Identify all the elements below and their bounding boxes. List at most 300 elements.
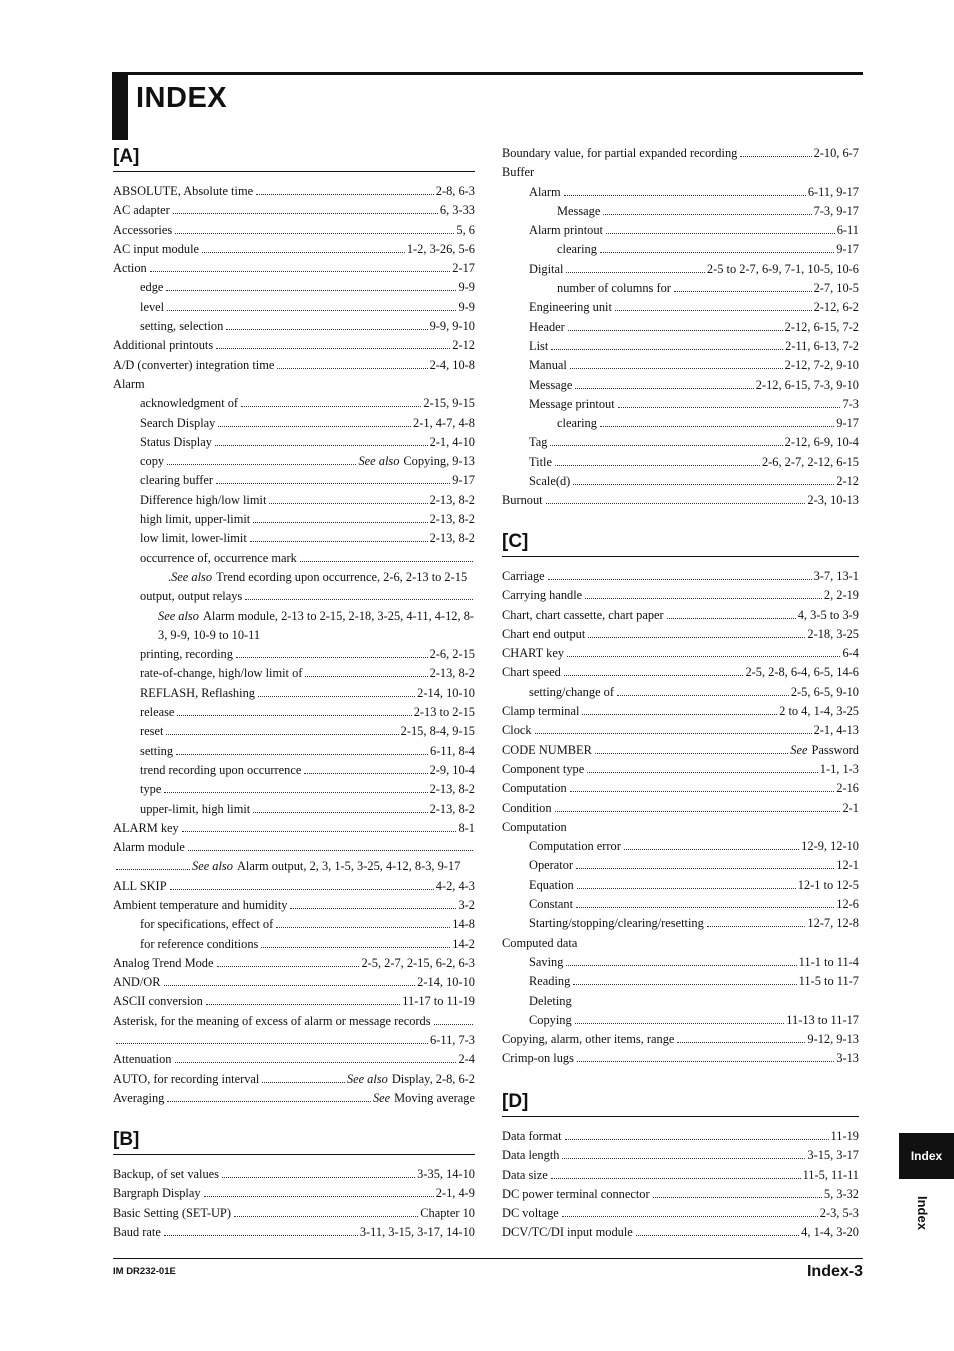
- entry-term: clearing buffer: [140, 473, 214, 488]
- index-entry: [502, 491, 859, 510]
- entry-term: Equation: [529, 877, 574, 892]
- entry-term: setting, selection: [140, 319, 224, 334]
- entry-term: Component type: [502, 761, 585, 776]
- dot-leader: [546, 503, 806, 504]
- dot-leader: [234, 1216, 418, 1217]
- entry-pages: Trend ecording upon occurrence, 2-6, 2-13 to 2-15: [216, 569, 468, 584]
- entry-term: Asterisk, for the meaning of excess of alarm or message records: [113, 1013, 431, 1028]
- index-entry: [502, 934, 859, 953]
- entry-pages: 8-1: [458, 820, 475, 835]
- entry-pages: 2-13, 8-2: [429, 666, 475, 681]
- dot-leader: [576, 907, 834, 908]
- index-entry: [113, 510, 475, 529]
- entry-term: Reading: [529, 974, 571, 989]
- dot-leader: [256, 194, 434, 195]
- dot-leader: [261, 947, 450, 948]
- index-tab-vertical: [908, 1196, 938, 1246]
- dot-leader: [562, 1216, 818, 1217]
- entry-pages: 9-9: [458, 280, 475, 295]
- index-entry: [113, 182, 475, 201]
- dot-leader: [548, 579, 812, 580]
- entry-pages: 2-6, 2-15: [429, 647, 475, 662]
- index-entry: [502, 414, 859, 433]
- entry-term: 3, 9-9, 10-9 to 10-11: [158, 627, 261, 642]
- entry-pages: 1-1, 1-3: [819, 761, 859, 776]
- dot-leader: [587, 772, 818, 773]
- dot-leader: [667, 618, 796, 619]
- dot-leader: [116, 1043, 428, 1044]
- dot-leader: [204, 1196, 434, 1197]
- see-also-label: See: [372, 1090, 391, 1105]
- index-entry: [113, 375, 475, 394]
- entry-term: copy: [140, 454, 165, 469]
- entry-term: ALARM key: [113, 820, 179, 835]
- entry-pages: 9-17: [452, 473, 475, 488]
- index-entry: [113, 1089, 475, 1108]
- index-list-b: [113, 1165, 475, 1242]
- index-entry: [113, 317, 475, 336]
- dot-leader: [585, 598, 822, 599]
- entry-term: Ambient temperature and humidity: [113, 897, 288, 912]
- index-entry: [502, 779, 859, 798]
- entry-term: Alarm: [113, 376, 145, 391]
- dot-leader: [577, 1061, 834, 1062]
- entry-pages: 5, 3-32: [823, 1186, 859, 1201]
- entry-term: Data format: [502, 1129, 562, 1143]
- page-title: INDEX: [136, 82, 228, 114]
- footer-rule: [113, 1258, 863, 1259]
- entry-term: Message: [557, 203, 601, 218]
- index-entry: [502, 318, 859, 337]
- entry-pages: 4-2, 4-3: [435, 878, 475, 893]
- index-entry: [113, 684, 475, 703]
- index-entry: [502, 1166, 859, 1185]
- entry-term: Clock: [502, 723, 532, 738]
- entry-pages: 2-13, 8-2: [429, 492, 475, 507]
- entry-pages: 7-3: [842, 396, 859, 411]
- index-entry: [113, 394, 475, 413]
- dot-leader: [551, 1178, 801, 1179]
- entry-pages: 12-7, 12-8: [807, 916, 859, 931]
- index-entry: [502, 240, 859, 259]
- index-entry: [502, 1146, 859, 1165]
- dot-leader: [218, 426, 411, 427]
- entry-term: Buffer: [502, 165, 535, 180]
- title-rule: [112, 72, 863, 75]
- index-list-d: [502, 1127, 859, 1243]
- dot-leader: [167, 310, 456, 311]
- entry-term: ABSOLUTE, Absolute time: [113, 184, 254, 198]
- entry-term: Accessories: [113, 222, 173, 237]
- dot-leader: [568, 330, 783, 331]
- index-entry: [113, 278, 475, 297]
- entry-term: Data length: [502, 1148, 560, 1163]
- index-entry: [502, 260, 859, 279]
- entry-term: Title: [529, 454, 552, 469]
- dot-leader: [606, 233, 835, 234]
- dot-leader: [236, 657, 428, 658]
- section-rule: [113, 171, 475, 172]
- dot-leader: [577, 888, 796, 889]
- entry-term: Deleting: [529, 993, 572, 1008]
- dot-leader: [636, 1235, 799, 1236]
- index-entry: [502, 992, 859, 1011]
- index-entry: [502, 1185, 859, 1204]
- index-entry: [502, 818, 859, 837]
- entry-term: Basic Setting (SET-UP): [113, 1205, 231, 1220]
- entry-pages: 12-9, 12-10: [801, 839, 859, 854]
- index-list-b-continued: [502, 144, 859, 511]
- entry-term: DC voltage: [502, 1206, 559, 1221]
- dot-leader: [222, 1177, 415, 1178]
- index-entry: [502, 895, 859, 914]
- dot-leader: [277, 368, 427, 369]
- dot-leader: [567, 656, 840, 657]
- index-entry: [113, 1050, 475, 1069]
- entry-pages: 6-4: [842, 646, 859, 661]
- dot-leader: [573, 984, 796, 985]
- entry-term: Bargraph Display: [113, 1186, 201, 1201]
- entry-pages: 2-12, 6-2: [813, 300, 859, 315]
- entry-term: Search Display: [140, 415, 216, 430]
- entry-pages: 3-13: [836, 1051, 859, 1066]
- index-entry: [113, 992, 475, 1011]
- entry-term: Computation: [502, 781, 567, 796]
- index-entry: [502, 144, 859, 163]
- entry-term: Copying, alarm, other items, range: [502, 1032, 675, 1047]
- dot-leader: [216, 348, 450, 349]
- entry-pages: 2-9, 10-4: [429, 762, 475, 777]
- index-entry: [502, 1204, 859, 1223]
- index-entry: [502, 472, 859, 491]
- entry-pages: 2-4: [458, 1052, 475, 1067]
- index-entry: [502, 683, 859, 702]
- dot-leader: [600, 252, 834, 253]
- entry-term: DCV/TC/DI input module: [502, 1225, 633, 1240]
- dot-leader: [166, 290, 456, 291]
- entry-term: Carrying handle: [502, 588, 583, 603]
- entry-term: Tag: [529, 435, 548, 450]
- section-d-heading: [D]: [502, 1091, 529, 1112]
- entry-term: Status Display: [140, 434, 212, 449]
- dot-leader: [245, 599, 473, 600]
- index-entry: [502, 837, 859, 856]
- entry-term: clearing: [557, 242, 597, 257]
- entry-term: for reference conditions: [140, 936, 259, 951]
- dot-leader: [253, 522, 427, 523]
- index-entry: [113, 240, 475, 259]
- document-id: IM DR232-01E: [113, 1266, 176, 1277]
- index-entry: [502, 914, 859, 933]
- index-entry: [502, 663, 859, 682]
- dot-leader: [304, 773, 427, 774]
- index-tab-vertical-label: Index: [915, 1196, 930, 1230]
- entry-term: Saving: [529, 954, 564, 969]
- dot-leader: [170, 889, 434, 890]
- section-c: [502, 528, 859, 1069]
- entry-pages: 2-12, 6-15, 7-2: [784, 319, 859, 334]
- entry-term: high limit, upper-limit: [140, 512, 251, 527]
- entry-term: clearing: [557, 416, 597, 431]
- index-entry: [502, 298, 859, 317]
- entry-pages: 3-2: [458, 897, 475, 912]
- dot-leader: [176, 754, 428, 755]
- entry-pages: 2-4, 10-8: [429, 357, 475, 372]
- entry-pages: 11-19: [830, 1129, 859, 1143]
- page-number: Index-3: [806, 1263, 863, 1280]
- see-also-label: See also: [171, 569, 213, 584]
- dot-leader: [258, 696, 415, 697]
- entry-term: ALL SKIP: [113, 878, 167, 893]
- entry-pages: 3-15, 3-17: [807, 1148, 859, 1163]
- index-entry: [113, 433, 475, 452]
- index-entry: [502, 433, 859, 452]
- entry-term: setting: [140, 743, 174, 758]
- dot-leader: [570, 791, 835, 792]
- dot-leader: [600, 426, 834, 427]
- entry-term: Action: [113, 261, 147, 276]
- entry-pages: 3-7, 13-1: [813, 569, 859, 583]
- index-entry: [113, 1184, 475, 1203]
- dot-leader: [177, 715, 411, 716]
- dot-leader: [164, 792, 427, 793]
- entry-term: .: [168, 569, 172, 584]
- entry-term: type: [140, 782, 162, 797]
- index-list-a: [113, 182, 475, 1108]
- index-entry: [502, 625, 859, 644]
- index-entry: [113, 857, 475, 876]
- index-entry: [502, 279, 859, 298]
- index-entry: [502, 567, 859, 586]
- dot-leader: [434, 1024, 473, 1025]
- dot-leader: [575, 388, 753, 389]
- dot-leader: [166, 734, 398, 735]
- entry-pages: 2-14, 10-10: [417, 685, 475, 700]
- index-entry: [113, 935, 475, 954]
- index-entry: [502, 721, 859, 740]
- dot-leader: [582, 714, 777, 715]
- dot-leader: [300, 561, 473, 562]
- section-rule: [502, 1116, 859, 1117]
- entry-term: for specifications, effect of: [140, 917, 274, 932]
- index-entry: [502, 702, 859, 721]
- entry-term: Alarm printout: [529, 223, 603, 238]
- index-entry: [113, 587, 475, 606]
- entry-term: Chart speed: [502, 665, 561, 680]
- entry-pages: 2-12, 6-9, 10-4: [784, 435, 859, 450]
- dot-leader: [216, 483, 450, 484]
- entry-term: Alarm: [529, 184, 561, 199]
- entry-term: Condition: [502, 800, 552, 815]
- index-entry: [113, 568, 475, 587]
- entry-pages: 3-11, 3-15, 3-17, 14-10: [359, 1224, 475, 1239]
- dot-leader: [175, 233, 454, 234]
- dot-leader: [562, 1158, 805, 1159]
- dot-leader: [588, 637, 805, 638]
- entry-pages: 2-5 to 2-7, 6-9, 7-1, 10-5, 10-6: [706, 261, 859, 276]
- index-entry: [113, 722, 475, 741]
- entry-pages: Chapter 10: [420, 1205, 475, 1220]
- index-entry: [502, 376, 859, 395]
- dot-leader: [262, 1082, 345, 1083]
- entry-pages: 9-17: [836, 416, 859, 431]
- index-entry: [113, 452, 475, 471]
- entry-term: Chart, chart cassette, chart paper: [502, 607, 664, 622]
- index-entry: [113, 1070, 475, 1089]
- section-b-heading: [B]: [113, 1129, 140, 1150]
- dot-leader: [564, 675, 744, 676]
- entry-term: AC adapter: [113, 203, 170, 218]
- index-entry: [113, 1204, 475, 1223]
- entry-term: Message printout: [529, 396, 615, 411]
- entry-pages: 9-12, 9-13: [807, 1032, 859, 1047]
- index-entry: [113, 703, 475, 722]
- entry-term: number of columns for: [557, 281, 671, 296]
- dot-leader: [269, 503, 427, 504]
- entry-term: reset: [140, 724, 164, 739]
- index-entry: [113, 336, 475, 355]
- index-entry: [502, 453, 859, 472]
- entry-pages: 2-1, 4-9: [435, 1186, 475, 1201]
- entry-pages: 2-13, 8-2: [429, 801, 475, 816]
- entry-term: Copying: [529, 1012, 572, 1027]
- dot-leader: [167, 1101, 371, 1102]
- index-entry: [113, 1012, 475, 1031]
- entry-term: output, output relays: [140, 589, 243, 604]
- index-entry: [113, 915, 475, 934]
- entry-pages: 2-1, 4-13: [813, 723, 859, 738]
- entry-term: Attenuation: [113, 1052, 172, 1067]
- index-entry: [113, 356, 475, 375]
- dot-leader: [305, 676, 427, 677]
- entry-term: Message: [529, 377, 573, 392]
- entry-term: List: [529, 338, 549, 353]
- entry-pages: 9-17: [836, 242, 859, 257]
- entry-term: Scale(d): [529, 474, 571, 489]
- dot-leader: [653, 1197, 822, 1198]
- entry-pages: 2-18, 3-25: [807, 626, 859, 641]
- entry-term: Baud rate: [113, 1224, 161, 1239]
- entry-pages: 2-7, 10-5: [813, 281, 859, 296]
- see-also-label: See also: [346, 1071, 388, 1086]
- dot-leader: [615, 310, 812, 311]
- entry-pages: 2-12, 7-2, 9-10: [784, 358, 859, 373]
- title-bar-mark: [112, 72, 128, 140]
- section-a: [113, 143, 475, 1108]
- entry-term: Computation error: [529, 839, 621, 854]
- entry-pages: 6-11, 9-17: [807, 184, 859, 199]
- dot-leader: [226, 329, 427, 330]
- dot-leader: [188, 850, 473, 851]
- section-rule: [113, 1154, 475, 1155]
- section-b: [113, 1126, 475, 1242]
- index-entry: [502, 1127, 859, 1146]
- entry-pages: 2, 2-19: [823, 588, 859, 603]
- entry-pages: 4, 3-5 to 3-9: [797, 607, 859, 622]
- entry-term: low limit, lower-limit: [140, 531, 247, 546]
- entry-term: AUTO, for recording interval: [113, 1071, 260, 1086]
- entry-pages: 14-2: [452, 936, 475, 951]
- entry-pages: Alarm output, 2, 3, 1-5, 3-25, 4-12, 8-3, 9-17: [236, 859, 461, 874]
- dot-leader: [566, 965, 796, 966]
- index-entry: [113, 664, 475, 683]
- entry-pages: 2-12, 6-15, 7-3, 9-10: [755, 377, 859, 392]
- index-entry: [502, 953, 859, 972]
- entry-term: Data size: [502, 1167, 548, 1182]
- entry-term: Alarm module: [113, 840, 185, 855]
- dot-leader: [550, 445, 782, 446]
- index-tab[interactable]: Index: [899, 1133, 954, 1179]
- dot-leader: [618, 407, 841, 408]
- index-entry: [113, 549, 475, 568]
- index-entry: [113, 529, 475, 548]
- entry-term: acknowledgment of: [140, 396, 239, 411]
- index-list-c: [502, 567, 859, 1069]
- dot-leader: [740, 156, 811, 157]
- index-entry: [113, 896, 475, 915]
- entry-term: Backup, of set values: [113, 1167, 219, 1181]
- entry-term: Crimp-on lugs: [502, 1051, 574, 1066]
- dot-leader: [564, 195, 806, 196]
- entry-term: occurrence of, occurrence mark: [140, 550, 297, 565]
- entry-term: CHART key: [502, 646, 565, 661]
- entry-term: level: [140, 299, 165, 314]
- entry-term: Manual: [529, 358, 567, 373]
- index-entry: [113, 491, 475, 510]
- dot-leader: [576, 868, 834, 869]
- dot-leader: [276, 927, 450, 928]
- entry-pages: 1-2, 3-26, 5-6: [406, 241, 475, 256]
- dot-leader: [116, 869, 190, 870]
- index-entry: [113, 954, 475, 973]
- entry-pages: 11-1 to 11-4: [798, 954, 859, 969]
- entry-term: trend recording upon occurrence: [140, 762, 302, 777]
- index-entry: [502, 586, 859, 605]
- dot-leader: [624, 849, 799, 850]
- index-entry: [113, 800, 475, 819]
- entry-pages: Moving average: [394, 1090, 475, 1105]
- entry-term: printing, recording: [140, 647, 233, 662]
- entry-pages: 2-14, 10-10: [417, 975, 475, 990]
- entry-pages: 2-13 to 2-15: [413, 705, 475, 720]
- index-entry: [113, 471, 475, 490]
- entry-term: Clamp terminal: [502, 704, 580, 719]
- entry-term: Carriage: [502, 569, 545, 583]
- dot-leader: [555, 811, 841, 812]
- index-entry: [502, 337, 859, 356]
- entry-pages: 2-3, 10-13: [807, 493, 859, 508]
- index-entry: [502, 760, 859, 779]
- entry-term: Operator: [529, 858, 574, 873]
- entry-pages: 11-13 to 11-17: [786, 1012, 859, 1027]
- entry-pages: 2-8, 6-3: [435, 184, 475, 198]
- entry-pages: 2-15, 8-4, 9-15: [400, 724, 475, 739]
- dot-leader: [167, 464, 356, 465]
- see-also-label: See also: [358, 454, 400, 469]
- dot-leader: [202, 252, 405, 253]
- entry-term: Difference high/low limit: [140, 492, 267, 507]
- index-entry: [113, 877, 475, 896]
- entry-pages: Copying, 9-13: [403, 454, 475, 469]
- entry-term: Additional printouts: [113, 338, 214, 353]
- index-entry: [502, 876, 859, 895]
- dot-leader: [595, 753, 788, 754]
- entry-pages: 11-17 to 11-19: [402, 994, 475, 1009]
- index-entry: [502, 183, 859, 202]
- index-entry: [113, 1223, 475, 1242]
- entry-pages: Display, 2-8, 6-2: [391, 1071, 475, 1086]
- entry-term: Engineering unit: [529, 300, 612, 315]
